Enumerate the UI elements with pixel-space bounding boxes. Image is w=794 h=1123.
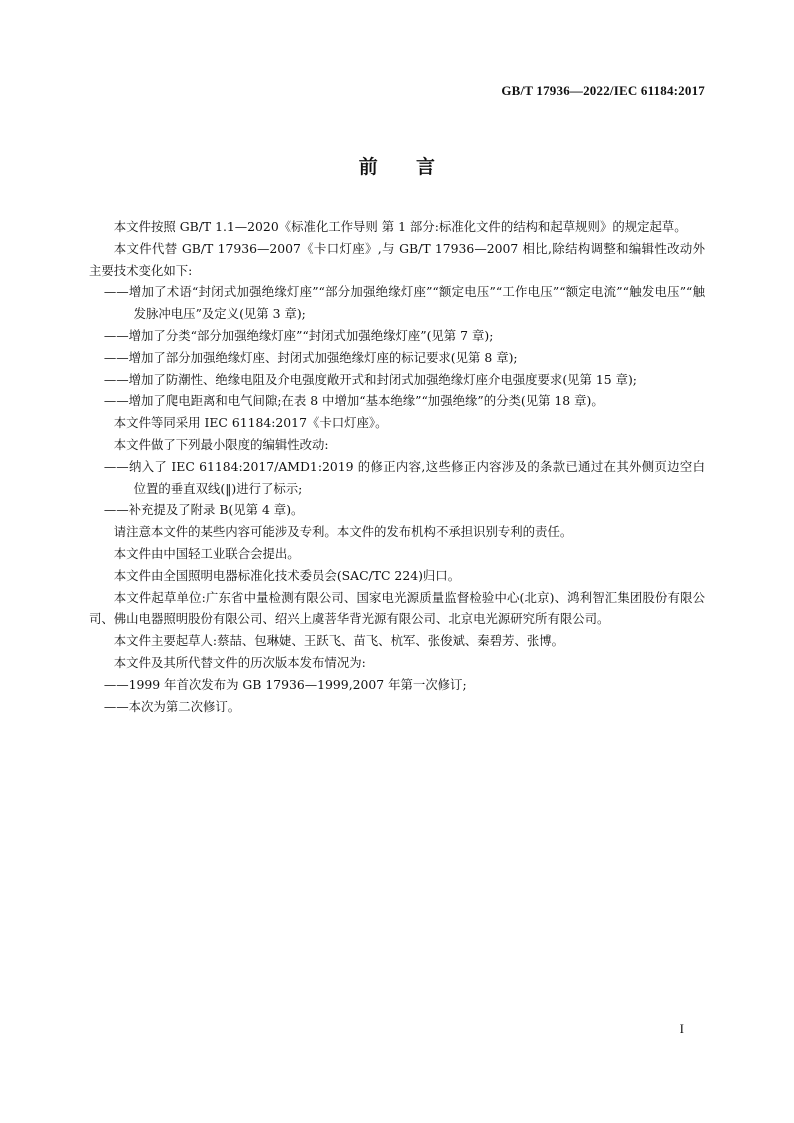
change-item: ——增加了防潮性、绝缘电阻及介电强度敞开式和封闭式加强绝缘灯座介电强度要求(见第 15 章); <box>103 371 637 387</box>
page-title <box>0 152 794 179</box>
patent-note: 请注意本文件的某些内容可能涉及专利。本文件的发布机构不承担识别专利的责任。 <box>113 524 573 540</box>
drafting-rules-paragraph: 本文件按照 GB/T 1.1—2020《标准化工作导则 第 1 部分:标准化文件的结构和起草规则》的规定起草。 <box>113 219 687 234</box>
page-number: I <box>679 1021 684 1036</box>
history-item: ——1999 年首次发布为 GB 17936—1999,2007 年第一次修订; <box>103 676 467 692</box>
history-intro: 本文件及其所代替文件的历次版本发布情况为: <box>113 654 366 670</box>
proposed-by: 本文件由中国轻工业联合会提出。 <box>113 545 300 561</box>
editorial-change-item: ——补充提及了附录 B(见第 4 章)。 <box>103 502 304 518</box>
equivalence-statement: 本文件等同采用 IEC 61184:2017《卡口灯座》。 <box>113 415 388 431</box>
drafting-units: 本文件起草单位:广东省中量检测有限公司、国家电光源质量监督检验中心(北京)、鸿利智汇集团股份有限公司、佛山电器照明股份有限公司、绍兴上虞菩华背光源有限公司、北京电光源研究所有限公司。 <box>89 589 705 627</box>
editorial-change-item: ——纳入了 IEC 61184:2017/AMD1:2019 的修正内容,这些修正内容涉及的条款已通过在其外侧页边空白位置的垂直双线(‖)进行了标示; <box>103 458 705 496</box>
drafters: 本文件主要起草人:蔡喆、包琳婕、王跃飞、苗飞、杭军、张俊斌、秦碧芳、张博。 <box>113 633 565 649</box>
title-char-2: 言 <box>416 156 436 178</box>
change-item: ——增加了分类“部分加强绝缘灯座”“封闭式加强绝缘灯座”(见第 7 章); <box>103 327 494 343</box>
history-item: ——本次为第二次修订。 <box>103 698 241 714</box>
title-char-1: 前 <box>358 156 378 178</box>
change-item: ——增加了爬电距离和电气间隙;在表 8 中增加“基本绝缘”“加强绝缘”的分类(见第 18 章)。 <box>103 393 604 409</box>
replacement-paragraph: 本文件代替 GB/T 17936—2007《卡口灯座》,与 GB/T 17936—2007 相比,除结构调整和编辑性改动外主要技术变化如下: <box>89 240 705 278</box>
managed-by: 本文件由全国照明电器标准化技术委员会(SAC/TC 224)归口。 <box>113 567 461 583</box>
standard-number-header: GB/T 17936—2022/IEC 61184:2017 <box>501 83 705 98</box>
change-item: ——增加了术语“封闭式加强绝缘灯座”“部分加强绝缘灯座”“额定电压”“工作电压”“额定电流”“触发电压”“触发脉冲电压”及定义(见第 3 章); <box>103 284 705 322</box>
foreword-body <box>89 216 705 717</box>
editorial-intro: 本文件做了下列最小限度的编辑性改动: <box>113 436 329 452</box>
change-item: ——增加了部分加强绝缘灯座、封闭式加强绝缘灯座的标记要求(见第 8 章); <box>103 349 518 365</box>
